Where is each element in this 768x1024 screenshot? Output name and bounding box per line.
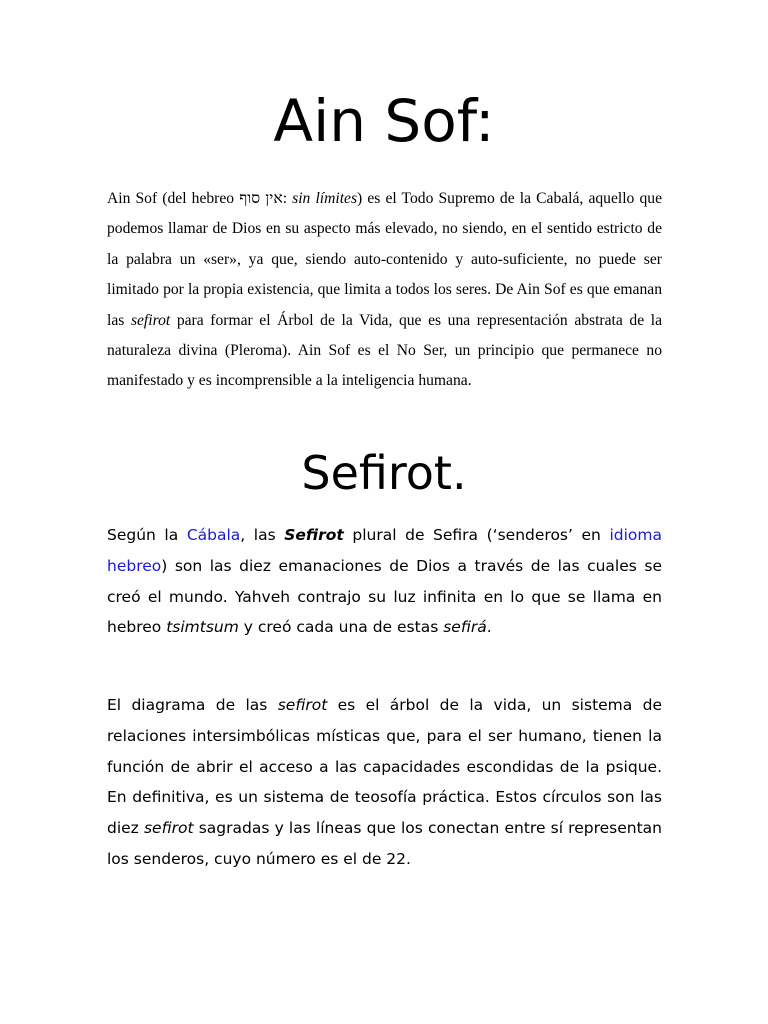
text-run: ) es el Todo Supremo de la Cabalá, aquello que podemos llamar de Dios en su aspecto más elevado, no siendo, en el sentido estricto de la palabra un «ser», ya que, siendo auto-contenido y auto-suficiente, no puede ser limitado por la propia existencia, que limita a todos los seres. De Ain Sof es que emanan las: [107, 190, 662, 329]
text-run: es el árbol de la vida, un sistema de relaciones intersimbólicas místicas que, para el ser humano, tienen la función de abrir el acceso a las capacidades escondidas de la psique. En definitiva, es un sistema de teosofía práctica. Estos círculos son las diez: [107, 696, 662, 838]
text-run: ) son las diez emanaciones de Dios a través de las cuales se creó el mundo. Yahveh contrajo su luz infinita en lo que se llama en hebreo: [107, 556, 662, 637]
italic-term: sefirot: [143, 819, 194, 838]
text-run: y creó cada una de estas: [238, 618, 444, 637]
bold-italic-term: Sefirot: [284, 526, 344, 544]
cabala-link[interactable]: Cábala: [186, 526, 241, 544]
italic-term: sefirá: [443, 618, 487, 637]
ain-sof-paragraph: [107, 184, 662, 397]
text-run: .: [486, 618, 492, 637]
text-run: para formar el Árbol de la Vida, que es una representación abstrata de la naturaleza divina (Pleroma). Ain Sof es el No Ser, un principio que permanece no manifestado y es incomprensible a la inteligencia humana.: [107, 311, 662, 390]
italic-term: sin límites: [292, 190, 358, 207]
text-run: , las: [240, 526, 285, 544]
italic-term: sefirot: [277, 696, 328, 714]
text-run: Ain Sof (del hebreo: [107, 190, 240, 207]
hebrew-term: אין סוף: [239, 190, 283, 207]
sefirot-diagram-paragraph: [107, 690, 662, 875]
text-run: Según la: [107, 526, 187, 544]
sefirot-heading: Sefirot.: [301, 446, 467, 500]
text-run: plural de Sefira (‘senderos’ en: [343, 526, 610, 544]
text-run: El diagrama de las: [107, 696, 278, 714]
text-run: :: [282, 190, 293, 207]
text-run: sagradas y las líneas que los conectan entre sí representan los senderos, cuyo número es el de 22.: [107, 819, 662, 868]
italic-term: tsimtsum: [166, 618, 239, 637]
italic-term: sefirot: [130, 311, 171, 329]
idioma-hebreo-link[interactable]: idioma hebreo: [107, 526, 662, 575]
sefirot-intro-paragraph: [107, 520, 662, 643]
ain-sof-heading: Ain Sof:: [273, 87, 495, 155]
